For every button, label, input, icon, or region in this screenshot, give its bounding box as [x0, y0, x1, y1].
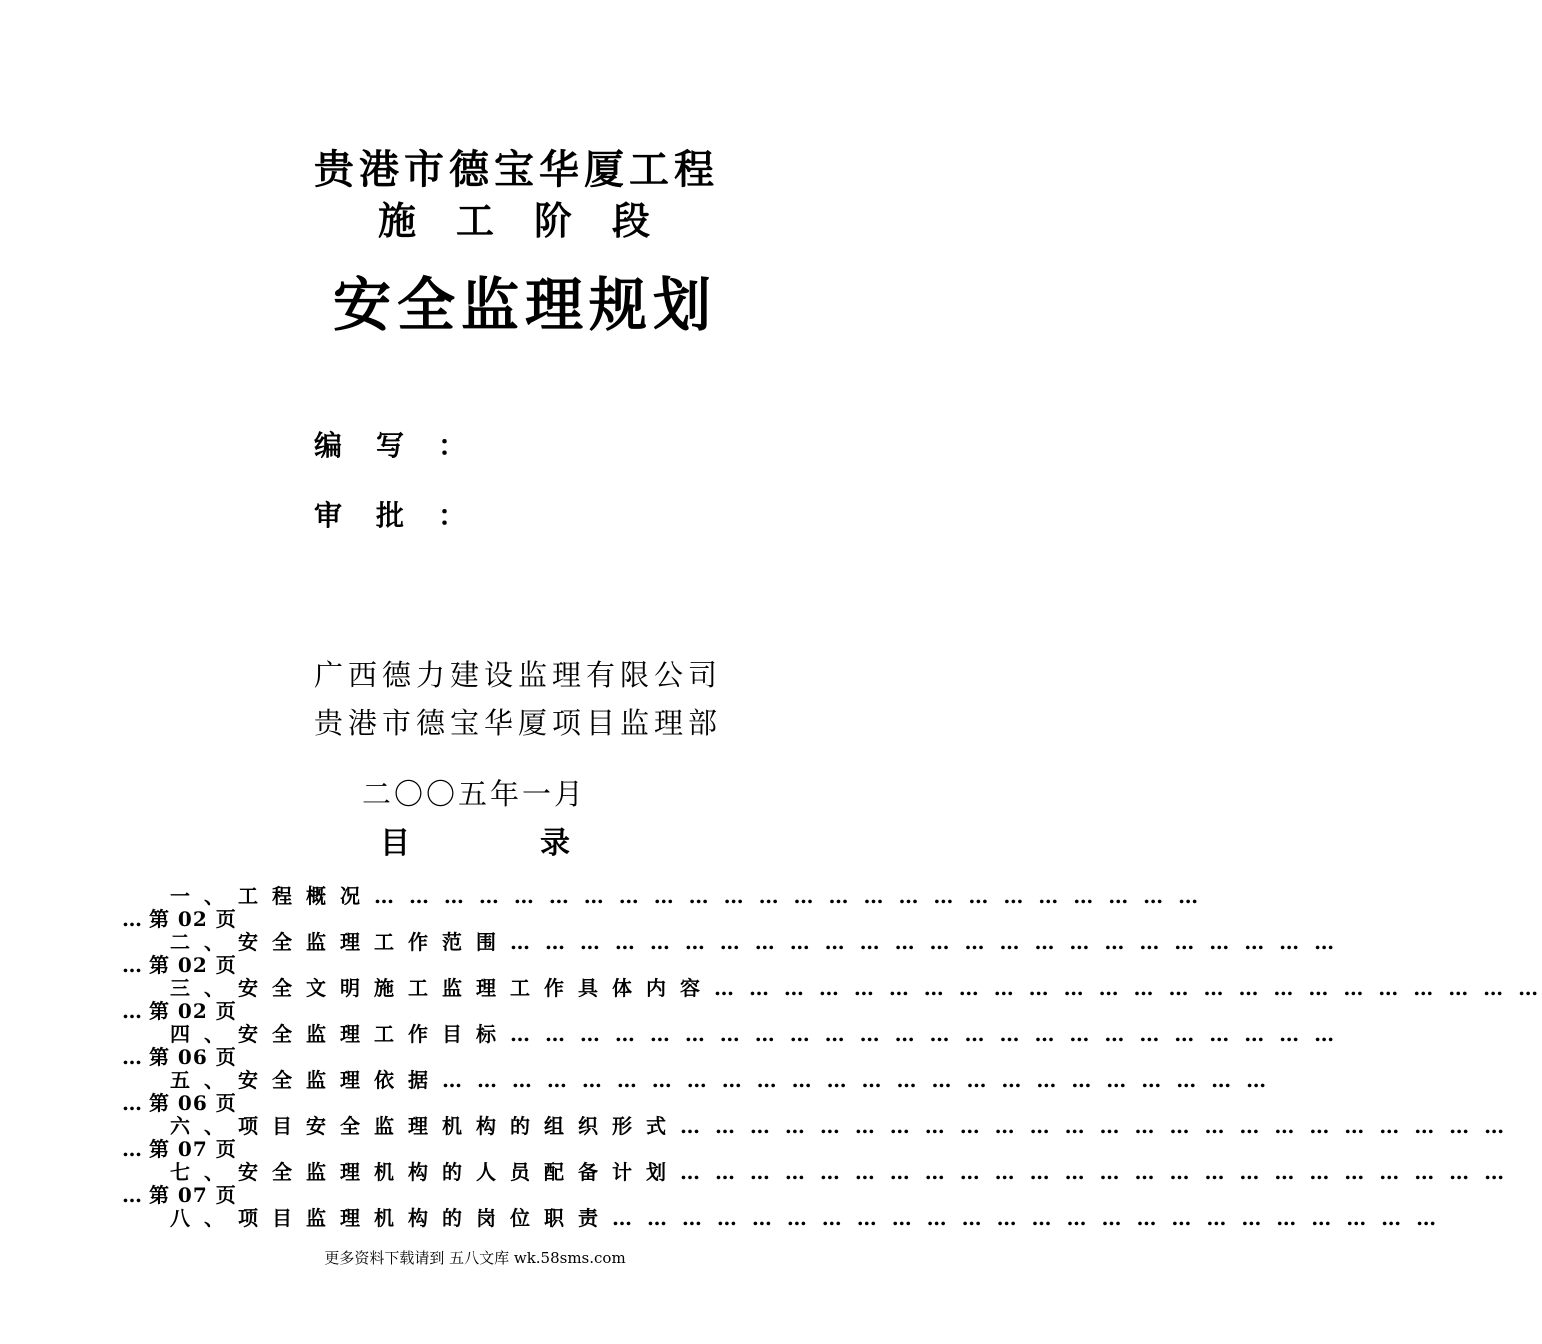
toc-item[interactable]: [122, 1018, 1339, 1069]
department-name: 贵港市德宝华厦项目监理部: [314, 706, 723, 740]
toc-item-label: 二、安全监理工作范围: [170, 930, 510, 954]
toc-leader-dots: … … … … … … … … … … … … … … … … … … … … … … … …: [374, 884, 1203, 908]
toc-leader-dots: … … … … … … … … … … … … … … … … … … … … … … … …: [680, 1114, 1509, 1138]
cover-title-line2: 施工阶段: [378, 199, 691, 243]
toc-leader-dots: … … … … … … … … … … … … … … … … … … … … … … … …: [612, 1206, 1441, 1230]
toc-item-label: 六、项目安全监理机构的组织形式: [170, 1114, 680, 1138]
toc-leader-dots: … … … … … … … … … … … … … … … … … … … … … … … …: [510, 1022, 1339, 1046]
footer-download-note: 更多资料下载请到 五八文库 wk.58sms.com: [324, 1249, 626, 1267]
toc-title: 目录: [380, 826, 700, 861]
author-label: 编写: [314, 429, 439, 462]
company-name: 广西德力建设监理有限公司: [314, 658, 723, 692]
toc-page-number: 第 02 页: [148, 953, 237, 977]
toc-page-number: 第 02 页: [148, 999, 237, 1023]
toc-item[interactable]: [122, 1156, 1509, 1207]
toc-item[interactable]: [122, 926, 1339, 977]
toc-leader-dots: … … … … … … … … … … … … … … … … … … … … … … … …: [442, 1068, 1271, 1092]
toc-leader-dots: … … … … … … … … … … … … … … … … … … … … … … … …: [510, 930, 1339, 954]
toc-page-number: 第 06 页: [148, 1091, 237, 1115]
toc-leader-dots: …: [122, 953, 142, 977]
toc-page-number: 第 07 页: [148, 1183, 237, 1207]
toc-item[interactable]: [122, 1064, 1271, 1115]
table-of-contents: [122, 880, 1542, 1248]
approver-colon: ：: [438, 499, 467, 532]
toc-page-number: 第 02 页: [148, 907, 237, 931]
toc-leader-dots: … … … … … … … … … … … … … … … … … … … … … … … …: [680, 1160, 1509, 1184]
toc-leader-dots: …: [122, 1183, 142, 1207]
toc-leader-dots: …: [122, 999, 142, 1023]
toc-leader-dots: …: [122, 1137, 142, 1161]
toc-item[interactable]: [122, 972, 1542, 1023]
toc-item-label: 四、安全监理工作目标: [170, 1022, 510, 1046]
toc-item-label: 一、工程概况: [170, 884, 374, 908]
toc-leader-dots: … … … … … … … … … … … … … … … … … … … … … … … …: [714, 976, 1542, 1000]
toc-item[interactable]: [122, 880, 1203, 931]
toc-page-number: 第 07 页: [148, 1137, 237, 1161]
cover-title-line1: 贵港市德宝华厦工程: [314, 147, 719, 193]
cover-main-title: 安全监理规划: [333, 271, 718, 339]
toc-item-label: 五、安全监理依据: [170, 1068, 442, 1092]
approver-field: [314, 494, 466, 534]
author-colon: ：: [438, 429, 467, 462]
toc-item-label: 三、安全文明施工监理工作具体内容: [170, 976, 714, 1000]
toc-leader-dots: …: [122, 907, 142, 931]
toc-item[interactable]: [122, 1202, 1441, 1248]
author-field: [314, 424, 466, 464]
toc-leader-dots: …: [122, 1045, 142, 1069]
toc-page-number: 第 06 页: [148, 1045, 237, 1069]
toc-item[interactable]: [122, 1110, 1509, 1161]
toc-leader-dots: …: [122, 1091, 142, 1115]
approver-label: 审批: [314, 499, 439, 532]
toc-item-label: 七、安全监理机构的人员配备计划: [170, 1160, 680, 1184]
toc-item-label: 八、项目监理机构的岗位职责: [170, 1206, 612, 1230]
document-date: 二〇〇五年一月: [362, 777, 587, 811]
